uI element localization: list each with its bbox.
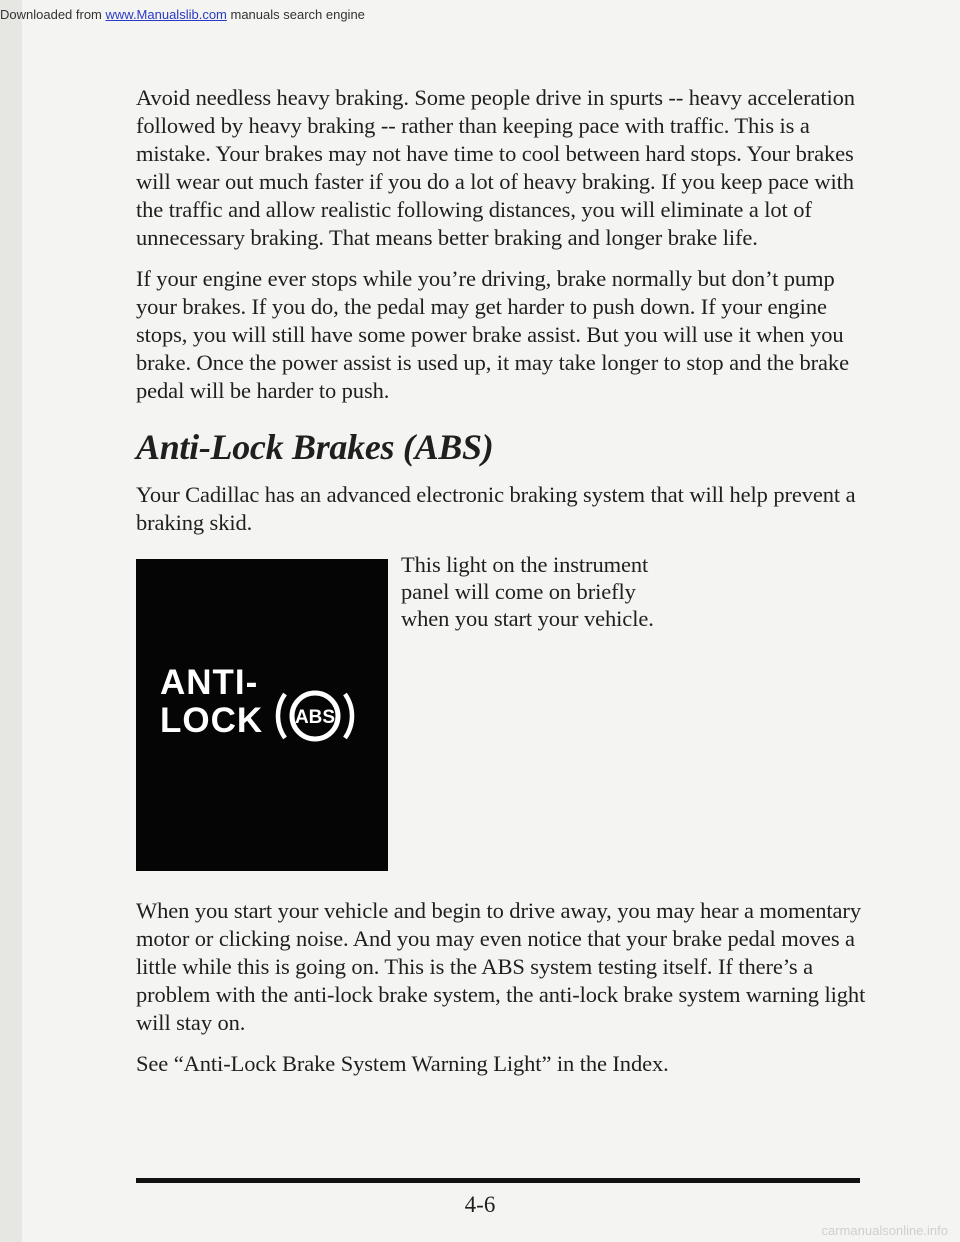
abs-light-row bbox=[136, 552, 866, 871]
page-content bbox=[136, 84, 866, 1078]
paragraph-abs-intro: Your Cadillac has an advanced electronic braking system that will help prevent a braking skid. bbox=[136, 482, 856, 535]
abs-warning-light-image bbox=[136, 559, 388, 871]
abs-light-text-line1: ANTI- bbox=[160, 663, 259, 702]
banner-prefix: Downloaded from bbox=[0, 7, 106, 22]
abs-light-text-line2: LOCK bbox=[160, 701, 264, 740]
footer-rule bbox=[136, 1178, 860, 1183]
page-number: 4-6 bbox=[464, 1192, 496, 1217]
abs-light-description bbox=[401, 551, 661, 632]
abs-warning-icon bbox=[272, 685, 358, 747]
paragraph-abs-testing: When you start your vehicle and begin to drive away, you may hear a momentary motor or clicking noise. And you may even notice that your brake pedal moves a little while this is going on. This is the ABS system testing itself. If there’s a problem with the anti-lock brake system, the anti-lock brake system warning light will stay on. bbox=[136, 898, 866, 1035]
page-left-edge bbox=[0, 0, 22, 1242]
section-heading: Anti-Lock Brakes (ABS) bbox=[136, 427, 494, 467]
paragraph-engine-stops: If your engine ever stops while you’re driving, brake normally but don’t pump your brakes. If you do, the pedal may get harder to push down. If your engine stops, you will still have some power brake assist. But you will use it when you brake. Once the power assist is used up, it may take longer to stop and the brake pedal will be harder to push. bbox=[136, 266, 849, 403]
abs-light-description-text: This light on the instrument panel will come on briefly when you start your vehicle. bbox=[401, 552, 654, 631]
paragraph-see-index: See “Anti-Lock Brake System Warning Light” in the Index. bbox=[136, 1051, 669, 1076]
download-banner bbox=[0, 4, 365, 26]
abs-symbol-text: ABS bbox=[294, 707, 336, 728]
paragraph-heavy-braking: Avoid needless heavy braking. Some people drive in spurts -- heavy acceleration followed by heavy braking -- rather than keeping pace with traffic. This is a mistake. Your brakes may not have time to cool between hard stops. Your brakes will wear out much faster if you do a lot of heavy braking. If you keep pace with the traffic and allow realistic following distances, you will eliminate a lot of unnecessary braking. That means better braking and longer brake life. bbox=[136, 85, 855, 250]
footer-watermark: carmanualsonline.info bbox=[821, 1223, 948, 1238]
manualslib-link[interactable]: www.Manualslib.com bbox=[105, 7, 227, 22]
banner-suffix: manuals search engine bbox=[226, 7, 365, 22]
